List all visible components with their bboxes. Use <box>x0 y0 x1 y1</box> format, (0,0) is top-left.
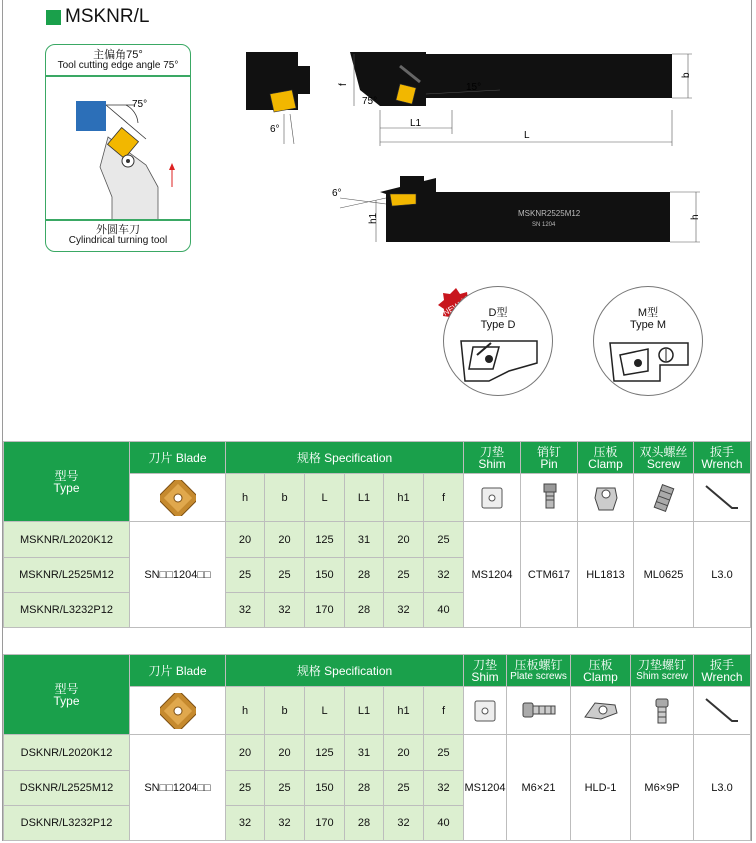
value-cell: 25 <box>424 735 464 771</box>
type-d-en: Type D <box>480 319 516 331</box>
type-d-clamp-drawing <box>459 335 539 385</box>
plate-screw-icon <box>519 697 559 725</box>
pin-part-cell: CTM617 <box>521 522 578 628</box>
wrench-part-cell: L3.0 <box>694 522 751 628</box>
shim-image <box>464 474 521 522</box>
value-cell: 28 <box>345 558 384 593</box>
holder-marking: MSKNR2525M12 <box>518 209 581 218</box>
value-cell: 20 <box>384 522 424 558</box>
top-view <box>338 52 692 146</box>
value-cell: 31 <box>345 735 384 771</box>
value-cell: 150 <box>305 771 345 806</box>
dim-f: f <box>424 687 464 735</box>
insert-icon <box>160 480 196 516</box>
shim-icon <box>472 698 498 724</box>
value-cell: 28 <box>345 593 384 628</box>
dim-f: f <box>424 474 464 522</box>
value-cell: 20 <box>265 522 305 558</box>
spec-header: 规格 Specification <box>226 655 464 687</box>
value-cell: 125 <box>305 735 345 771</box>
page-title-text: MSKNR/L <box>65 6 150 27</box>
value-cell: 40 <box>424 593 464 628</box>
type-d-circle <box>443 286 553 396</box>
holder-sub-marking: SN 1204 <box>532 222 556 228</box>
value-cell: 28 <box>345 771 384 806</box>
dim-L1: L1 <box>345 474 384 522</box>
panel-divider-bottom <box>46 219 190 221</box>
clamp-header: 压板 Clamp <box>571 655 631 687</box>
value-cell: 25 <box>384 771 424 806</box>
wrench-part-cell: L3.0 <box>694 735 751 841</box>
clamp-image <box>571 687 631 735</box>
panel-angle-label: 75° <box>132 99 148 110</box>
value-cell: 20 <box>226 522 265 558</box>
type-d-cn: D型 <box>488 307 508 319</box>
plate-screw-part-cell: M6×21 <box>507 735 571 841</box>
clamp-header: 压板 Clamp <box>578 442 634 474</box>
shim-screw-header: 刀垫螺钉 Shim screw <box>631 655 694 687</box>
type-m-en: Type M <box>629 319 667 331</box>
front-angle-label: 6° <box>332 188 342 199</box>
shim-image <box>464 687 507 735</box>
dim-h-label: h <box>690 214 701 220</box>
dim-h: h <box>226 474 265 522</box>
model-cell: DSKNR/L2525M12 <box>4 771 130 806</box>
dskn-spec-table <box>3 654 751 841</box>
value-cell: 32 <box>226 806 265 841</box>
blade-image <box>130 474 226 522</box>
cutting-angle-diagram <box>46 77 191 219</box>
type-m-cn: M型 <box>637 307 659 319</box>
clamp-icon <box>591 482 621 514</box>
insert-icon <box>160 693 196 729</box>
panel-top-en: Tool cutting edge angle 75° <box>57 60 179 71</box>
tool-drawing <box>240 44 710 254</box>
screw-header: 双头螺丝 Screw <box>634 442 694 474</box>
pin-icon <box>536 482 562 514</box>
screw-image <box>634 474 694 522</box>
model-cell: MSKNR/L2525M12 <box>4 558 130 593</box>
wrench-header: 扳手 Wrench <box>694 442 751 474</box>
panel-bottom-cn: 外圆车刀 <box>96 224 140 236</box>
dim-b: b <box>265 474 305 522</box>
dim-L-label: L <box>524 130 530 141</box>
pin-image <box>521 474 578 522</box>
type-header: 型号 Type <box>4 442 130 522</box>
dim-L: L <box>305 687 345 735</box>
clamp-image <box>578 474 634 522</box>
dim-h1-label: h1 <box>368 212 379 224</box>
shim-screw-part-cell: M6×9P <box>631 735 694 841</box>
dim-h1: h1 <box>384 687 424 735</box>
value-cell: 32 <box>424 558 464 593</box>
mskn-spec-table <box>3 441 751 628</box>
wrench-icon <box>702 482 742 514</box>
wrench-header: 扳手 Wrench <box>694 655 751 687</box>
panel-top-cn: 主偏角75° <box>93 49 143 61</box>
workpiece-shape <box>76 101 106 131</box>
dim-b-label: b <box>681 72 692 78</box>
value-cell: 32 <box>265 593 305 628</box>
type-header: 型号 Type <box>4 655 130 735</box>
blade-header: 刀片 Blade <box>130 442 226 474</box>
blade-image <box>130 687 226 735</box>
spec-header: 规格 Specification <box>226 442 464 474</box>
value-cell: 32 <box>424 771 464 806</box>
value-cell: 20 <box>384 735 424 771</box>
model-cell: MSKNR/L2020K12 <box>4 522 130 558</box>
value-cell: 32 <box>226 593 265 628</box>
clamp-part-cell: HLD-1 <box>571 735 631 841</box>
top-angle-a-label: 75° <box>362 96 378 107</box>
value-cell: 25 <box>226 771 265 806</box>
dim-h: h <box>226 687 265 735</box>
title-square-icon <box>46 10 61 25</box>
dim-h1: h1 <box>384 474 424 522</box>
insert-cell: SN□□1204□□ <box>130 522 226 628</box>
shim-header: 刀垫 Shim <box>464 442 521 474</box>
value-cell: 25 <box>384 558 424 593</box>
shim-part-cell: MS1204 <box>464 735 507 841</box>
value-cell: 125 <box>305 522 345 558</box>
shim-screw-icon <box>647 696 677 726</box>
value-cell: 20 <box>226 735 265 771</box>
dim-L1-label: L1 <box>410 118 422 129</box>
clamp-icon <box>581 697 621 725</box>
shim-header: 刀垫 Shim <box>464 655 507 687</box>
side-view <box>246 52 310 144</box>
type-m-circle <box>593 286 703 396</box>
top-angle-b-label: 15° <box>466 82 482 93</box>
value-cell: 25 <box>265 771 305 806</box>
wrench-image <box>694 474 751 522</box>
model-cell: DSKNR/L2020K12 <box>4 735 130 771</box>
blade-header: 刀片 Blade <box>130 655 226 687</box>
value-cell: 25 <box>265 558 305 593</box>
page-title <box>46 7 149 27</box>
shim-icon <box>479 485 505 511</box>
dim-L: L <box>305 474 345 522</box>
clamp-part-cell: HL1813 <box>578 522 634 628</box>
dim-L1: L1 <box>345 687 384 735</box>
wrench-icon <box>702 695 742 727</box>
value-cell: 150 <box>305 558 345 593</box>
type-m-clamp-drawing <box>608 335 690 385</box>
value-cell: 32 <box>384 806 424 841</box>
shim-screw-image <box>631 687 694 735</box>
model-cell: DSKNR/L3232P12 <box>4 806 130 841</box>
cutting-angle-panel <box>45 44 191 252</box>
plate-screw-header: 压板螺钉 Plate screws <box>507 655 571 687</box>
value-cell: 28 <box>345 806 384 841</box>
plate-screw-image <box>507 687 571 735</box>
value-cell: 40 <box>424 806 464 841</box>
screw-icon <box>650 482 678 514</box>
insert-cell: SN□□1204□□ <box>130 735 226 841</box>
shim-part-cell: MS1204 <box>464 522 521 628</box>
value-cell: 20 <box>265 735 305 771</box>
pin-header: 销钉 Pin <box>521 442 578 474</box>
value-cell: 25 <box>226 558 265 593</box>
front-view <box>332 176 701 242</box>
model-cell: MSKNR/L3232P12 <box>4 593 130 628</box>
value-cell: 25 <box>424 522 464 558</box>
value-cell: 170 <box>305 593 345 628</box>
dim-b: b <box>265 687 305 735</box>
dim-f-label: f <box>338 83 349 86</box>
value-cell: 32 <box>265 806 305 841</box>
side-angle-label: 6° <box>270 124 280 135</box>
panel-bottom-en: Cylindrical turning tool <box>68 235 168 246</box>
value-cell: 170 <box>305 806 345 841</box>
value-cell: 32 <box>384 593 424 628</box>
screw-part-cell: ML0625 <box>634 522 694 628</box>
value-cell: 31 <box>345 522 384 558</box>
wrench-image <box>694 687 751 735</box>
